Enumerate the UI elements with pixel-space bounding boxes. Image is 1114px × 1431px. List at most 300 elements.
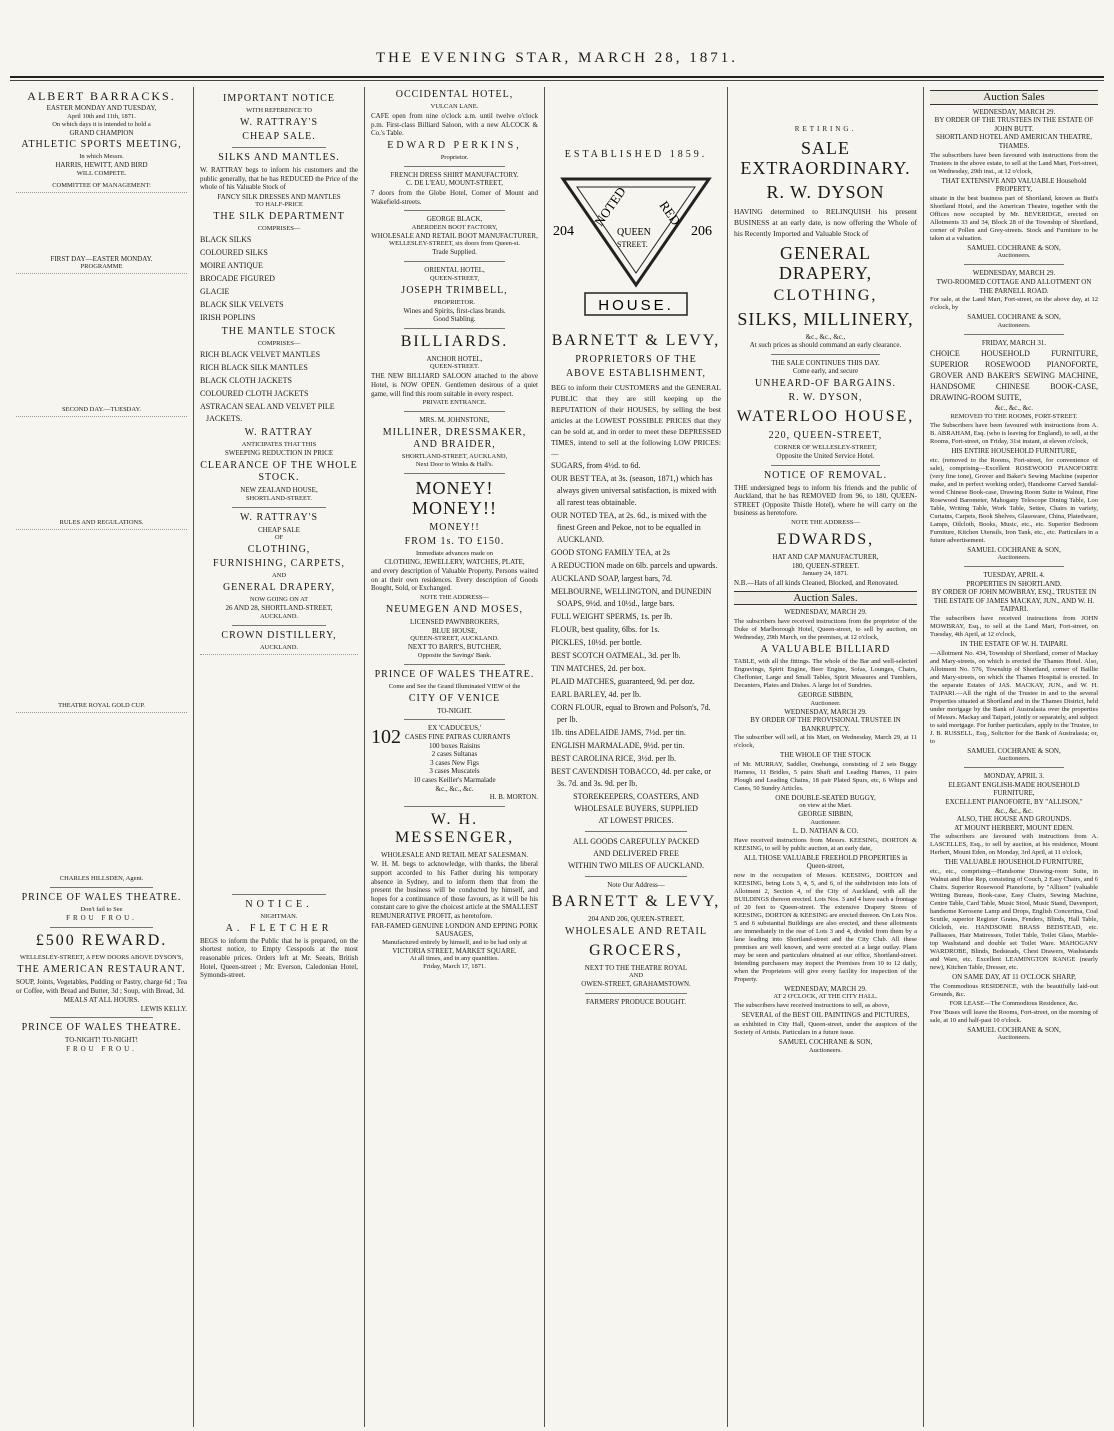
- tonight: TO-NIGHT! TO-NIGHT!: [65, 1036, 138, 1045]
- city-body: The subscribers have received instructions to sell, as above,: [734, 1002, 890, 1010]
- auction-sales-band-2: Auction Sales: [930, 90, 1098, 105]
- manufactured: Manufactured entirely by himself, and to be had only at: [382, 938, 527, 946]
- price-item: PICKLES, 10½d. per bottle.: [551, 637, 642, 647]
- crown-distillery: CROWN DISTILLERY,: [221, 629, 337, 641]
- american-restaurant: THE AMERICAN RESTAURANT.: [17, 963, 186, 975]
- divider: [404, 473, 504, 474]
- important-notice-title: IMPORTANT NOTICE: [223, 93, 335, 104]
- shortland-street: SHORTLAND-STREET.: [245, 494, 313, 502]
- opposite-savings: Opposite the Savings' Bank.: [417, 651, 492, 659]
- frou-frou-2: FROU FROU.: [66, 1044, 137, 1053]
- reward-wellesley: WELLESLEY-STREET, A FEW DOORS ABOVE DYSON'S,: [19, 953, 184, 961]
- price-item: A REDUCTION made on 6lb. parcels and upwards.: [551, 560, 718, 570]
- edwards-note: NOTE THE ADDRESS—: [791, 518, 860, 526]
- price-item: EARL BARLEY, 4d. per lb.: [551, 689, 641, 699]
- cochrane-3: SAMUEL COCHRANE & SON,: [967, 545, 1061, 554]
- silk-item: BROCADE FIGURED: [200, 274, 275, 284]
- second-day-heading: SECOND DAY.—TUESDAY.: [62, 406, 141, 414]
- ex-caduceus: EX 'CADUCEUS,': [427, 724, 482, 733]
- edward-perkins: EDWARD PERKINS,: [387, 139, 522, 151]
- now-going-on: NOW GOING ON AT: [249, 596, 309, 604]
- column-2: [193, 87, 364, 1427]
- notice-removal: NOTICE OF REMOVAL.: [763, 469, 888, 481]
- first-day-heading: FIRST DAY—EASTER MONDAY.: [50, 254, 153, 263]
- good-stabling: Good Stabling.: [433, 315, 476, 324]
- milliner: MILLINER, DRESSMAKER, AND BRAIDER,: [382, 426, 527, 450]
- restaurant-menu: SOUP, Joints, Vegetables, Pudding or Pastry, charge 6d ; Tea or Coffee, with Bread and Butter, 3d ; Soup, with Bread, 3d.: [16, 977, 187, 995]
- mount-herbert: AT MOUNT HERBERT, MOUNT EDEN.: [954, 823, 1074, 832]
- divider: [232, 894, 327, 895]
- blue-house: BLUE HOUSE,: [431, 626, 478, 635]
- de-leau-body: 7 doors from the Globe Hotel, Corner of Mount and Wakefield-streets.: [371, 188, 538, 206]
- valuable-body: etc., etc., comprising—Handsome Drawing-room Suite, in Walnut and Blue Rep, consisting of Couch, 2 Easy Chairs, and 6 Chairs. Superior Rosewood Pianoforte, by "Allison" (valuable Writing Bureau, Book-case, Easy Chairs, Sewing Machine, Centre Table, Card Table, Music Stool, Music Stand, Davenport, handsome Kerosene Lamp and Drops, English Concertina, Coal Scuttle, superior Register Grates, Fenders, Blinds, Hall Table, Oilcloth, etc. HANDSOME BRASS BEDSTEAD, etc. Palliasses, Hair Mattresses, Toilet Table, Toilet Glass, Marble-top Washstand and double set Toilet Ware. MAHOGANY WARDROBE, Blinds, Bedsteads, Chest Drawers, Washstands and Ware, etc. Excellent LEAMINGTON RANGE (nearly new), Kitchen Table, Dresser, etc.: [930, 868, 1099, 971]
- fletcher-body: BEGS to inform the Public that he is prepared, on the shortest notice, to Empty Cesspools at the most reasonable prices. Orders left at Mr. Seeats, British Hotel, Queen-street ; Mr. Everson, Caledonian Hotel, Symonds-street.: [200, 936, 358, 980]
- cafe-body: CAFE open from nine o'clock a.m. until twelve o'clock p.m. First-class Billiard Saloon, with a new ALCOCK & Co.'s Table.: [371, 112, 538, 138]
- money-title: MONEY! MONEY!!: [412, 477, 497, 518]
- above-establishment: ABOVE ESTABLISHMENT,: [565, 367, 707, 379]
- cheap-sale-2: CHEAP SALE: [258, 525, 300, 534]
- freehold-body: now in the occupation of Messrs. KEESING, DORTON and KEESING, being Lots 3, 4, 5, and 6, of the subdivision into lots of Allotment 2, Section 4, of the City of Auckland, with all the BUILDINGS thereon erected. Lots Nos. 3 and 4 have each a frontage of 20 feet to Queen-street. The extensive Drapery Stores of KEESING, DORTON & KEESING are erected thereon. On Lots Nos. 5 and 6 substantial Buildings are also erected, and these allotments are immediately in the rear of Lots 3 and 4, divided from them by a lane leading into Shortland-street and the City Club. All these premises are well known, and were erected at a large outlay. Plans may be seen and particulars obtained at our office, Shortland-street. Intending purchasers may inspect the Premises from 10 to 12 daily, when the Proprietors will give every facility for inspection of the Property.: [734, 871, 917, 983]
- wed29-a: WEDNESDAY, MARCH 29.: [784, 608, 867, 617]
- frou-frou: FROU FROU.: [66, 914, 137, 923]
- excellent-piano: EXCELLENT PIANOFORTE, BY "ALLISON,": [945, 798, 1083, 807]
- divider: [771, 465, 881, 466]
- nz-house: NEW ZEALAND HOUSE,: [240, 485, 318, 494]
- same-day: ON SAME DAY, AT 11 O'CLOCK SHARP,: [952, 973, 1076, 981]
- columns: [10, 87, 1104, 1427]
- city-of-venice: CITY OF VENICE: [408, 692, 501, 704]
- oriental-hotel: ORIENTAL HOTEL,: [424, 265, 485, 274]
- and-2: AND: [628, 972, 644, 980]
- silk-items-list: [200, 234, 358, 324]
- mantle-items-list: [200, 349, 358, 425]
- cargo-item: 3 cases New Figs: [430, 758, 479, 767]
- lowest-prices: AT LOWEST PRICES.: [598, 815, 674, 825]
- edwards-jan: January 24, 1871.: [802, 570, 849, 578]
- mantle-item: RICH BLACK SILK MANTLES: [200, 363, 308, 373]
- silks-mantles: SILKS AND MANTLES.: [218, 152, 340, 163]
- dyson-opposite: Opposite the United Service Hotel.: [776, 451, 875, 460]
- divider: [50, 887, 153, 888]
- mantle-comprises: COMPRISES—: [257, 340, 301, 348]
- elegant-furniture: ELEGANT ENGLISH-MADE HOUSEHOLD FURNITURE,: [948, 780, 1080, 798]
- divider: [964, 334, 1065, 335]
- money-title-2: MONEY!!: [429, 521, 480, 533]
- private-entrance: PRIVATE ENTRANCE.: [422, 399, 487, 407]
- victoria-street: VICTORIA STREET, MARKET SQUARE.: [392, 946, 517, 955]
- pawn-queen: QUEEN-STREET, AUCKLAND.: [410, 635, 499, 643]
- price-item: BEST SCOTCH OATMEAL, 3d. per lb.: [551, 650, 681, 660]
- noted-red-house-logo: [551, 165, 721, 328]
- whole-stock: THE WHOLE OF THE STOCK: [780, 751, 871, 760]
- auckland-label: AUCKLAND.: [259, 612, 299, 620]
- licensed-pawnbrokers: LICENSED PAWNBROKERS,: [409, 618, 500, 627]
- dyson-address: 220, QUEEN-STREET,: [768, 429, 883, 441]
- gold-cup-heading: THEATRE ROYAL GOLD CUP.: [58, 702, 145, 710]
- column-4: [544, 87, 727, 1427]
- cargo-list: [371, 742, 538, 785]
- sibbin-2-role: Auctioneer.: [810, 819, 841, 827]
- clothing: CLOTHING,: [247, 544, 311, 556]
- column-5: [727, 87, 923, 1427]
- important-notice-sub: WITH REFERENCE TO: [246, 107, 312, 114]
- cargo-item: 3 cases Muscatels: [429, 767, 480, 776]
- boot-wellesley: WELLESLEY-STREET, six doors from Queen-st.: [389, 240, 520, 248]
- cochrane-2: SAMUEL COCHRANE & SON,: [967, 313, 1061, 322]
- divider: [232, 507, 327, 508]
- price-item: TIN MATCHES, 2d. per box.: [551, 663, 646, 673]
- barnett-levy-2: BARNETT & LEVY,: [551, 893, 721, 911]
- proprietors-of: PROPRIETORS OF THE: [575, 353, 697, 365]
- removed-rooms: REMOVED TO THE ROOMS, FORT-STREET.: [950, 412, 1078, 420]
- wholesale-retail: WHOLESALE AND RETAIL: [565, 925, 707, 937]
- freehold: ALL THOSE VALUABLE FREEHOLD PROPERTIES in Queen-street,: [743, 853, 908, 871]
- divider: [404, 411, 504, 412]
- divider: [964, 566, 1065, 567]
- hb-morton: H. B. MORTON.: [489, 793, 538, 802]
- price-item: OUR BEST TEA, at 3s. (season, 1871,) which has always given universal satisfaction, is mixed with all rarest teas obtainable.: [551, 473, 717, 507]
- wed29-a-body: The subscribers have received instructions from the proprietor of the Duke of Marlborough Hotel, Queen-street, to sell by auction, on Wednesday, 29th March, on the premises, at 12 o'clock,: [734, 617, 917, 641]
- cochrane-1: SAMUEL COCHRANE & SON,: [967, 243, 1061, 252]
- mon-3: MONDAY, APRIL 3.: [983, 772, 1045, 781]
- divider: [771, 354, 881, 355]
- trade-supplied: Trade Supplied.: [432, 248, 477, 257]
- silk-department: THE SILK DEPARTMENT: [213, 211, 345, 223]
- shortland-hotel: SHORTLAND HOTEL AND AMERICAN THEATRE, THAMES.: [935, 133, 1093, 150]
- tri-noted: NOTED: [591, 184, 629, 229]
- divider: [404, 328, 504, 329]
- dyson-body: HAVING determined to RELINQUISH his present BUSINESS at an early date, is now offering the Whole of his Recently Imported and Valuable Stock of: [734, 206, 917, 238]
- tri-street: STREET.: [617, 240, 648, 249]
- props-shortland: PROPERTIES IN SHORTLAND.: [966, 579, 1062, 588]
- divider: [404, 806, 504, 807]
- notice-heading: NOTICE.: [245, 898, 313, 910]
- price-list: [551, 460, 721, 790]
- cochrane-col5-role: Auctioneers.: [808, 1046, 843, 1054]
- cochrane-5-role: Auctioneers.: [997, 1034, 1031, 1042]
- prince-theatre-title-2: PRINCE OF WALES THEATRE.: [21, 1022, 182, 1034]
- billiards-title: BILLIARDS.: [400, 332, 509, 350]
- delivered-free: AND DELIVERED FREE: [593, 848, 679, 858]
- george-black: GEORGE BLACK,: [426, 215, 483, 224]
- house-grounds: ALSO, THE HOUSE AND GROUNDS.: [956, 815, 1072, 824]
- divider: [964, 767, 1065, 768]
- immediate-advances: Immediate advances made on: [415, 549, 494, 557]
- silk-comprises: COMPRISES—: [257, 225, 301, 233]
- mantle-stock: THE MANTLE STOCK: [221, 326, 337, 338]
- storekeepers: STOREKEEPERS, COASTERS, AND: [573, 791, 699, 801]
- price-item: FULL WEIGHT SPERMS, 1s. per lb.: [551, 611, 673, 621]
- sibbin-1: GEORGE SIBBIN,: [798, 690, 853, 699]
- johnstone-next: Next Door to Winks & Hall's.: [415, 460, 494, 468]
- divider: [232, 147, 327, 148]
- albert-barracks-title: ALBERT BARRACKS.: [27, 89, 176, 103]
- cargo-item: 100 boxes Raisins: [429, 741, 480, 750]
- come-and-see: Come and See the Grand Illuminated VIEW of the: [388, 682, 521, 690]
- to-half-price: TO HALF-PRICE: [255, 201, 303, 209]
- albert-sub2: April 10th and 11th, 1871.: [67, 112, 136, 120]
- shortland-hotel-body: The subscribers have been favoured with instructions from the Trustees in the above estate, to sell at the Land Mart, Fort-street, on Wednesday, 29th inst., at 12 o'clock,: [930, 151, 1098, 175]
- price-item: OUR NOTED TEA, at 2s. 6d., is mixed with the finest Green and Pekoe, not to be equalled in AUCKLAND.: [551, 510, 707, 544]
- for-lease: FOR LEASE—The Commodious Residence, &c.: [949, 999, 1079, 1007]
- price-item: BEST CAROLINA RICE, 3½d. per lb.: [551, 753, 676, 763]
- divider: [404, 166, 504, 167]
- cochrane-col5: SAMUEL COCHRANE & SON,: [778, 1038, 873, 1047]
- next-to-barrs: NEXT TO BARR'S, BUTCHER,: [407, 643, 502, 652]
- gold-cup-block: [16, 712, 187, 873]
- valuable-furniture: THE VALUABLE HOUSEHOLD FURNITURE,: [944, 858, 1084, 867]
- silk-item: COLOURED SILKS: [200, 248, 268, 258]
- next-theatre: NEXT TO THE THEATRE ROYAL: [584, 963, 688, 972]
- rules-heading: RULES AND REGULATIONS.: [59, 519, 144, 527]
- pawn-note: NOTE THE ADDRESS—: [420, 594, 489, 602]
- auction-sales-band: Auction Sales.: [734, 591, 917, 606]
- rw-dyson-2: R. W. DYSON,: [788, 391, 863, 403]
- established-1859: ESTABLISHED 1859.: [564, 149, 708, 160]
- triangle-logo: [551, 165, 721, 325]
- dyson-corner: CORNER OF WELLESLEY-STREET,: [774, 443, 877, 451]
- divider: [404, 210, 504, 211]
- barnett-levy: BARNETT & LEVY,: [551, 331, 721, 349]
- wines-spirits: Wines and Spirits, first-class brands.: [403, 306, 506, 315]
- sale-extraordinary: SALE EXTRAORDINARY.: [740, 137, 911, 178]
- double-buggy: ONE DOUBLE-SEATED BUGGY,: [775, 793, 876, 802]
- nathan-body: Have received instructions from Messrs. KEESING, DORTON & KEESING, to sell by public auction, at an early date,: [734, 836, 917, 852]
- boot-wholesale: WHOLESALE AND RETAIL BOOT MANUFACTURER,: [371, 231, 538, 240]
- meals-hours: MEALS AT ALL HOURS.: [63, 996, 140, 1005]
- silk-item: IRISH POPLINS: [200, 313, 256, 323]
- price-item: 1lb. tins ADELAIDE JAMS, 7½d. per tin.: [551, 727, 686, 737]
- column-1: [10, 87, 193, 1427]
- cottage-body: For sale, at the Land Mart, Fort-street, on the above day, at 12 o'clock, by: [930, 296, 1098, 312]
- hat-cap: HAT AND CAP MANUFACTURER,: [772, 552, 879, 561]
- johnstone-shortland: SHORTLAND-STREET, AUCKLAND,: [401, 452, 508, 460]
- messenger-body: W. H. M. begs to acknowledge, with thanks, the liberal support accorded to his Father during his temporary absence in Sydney, and to inform them that from the present the business will be conducted by himself, and hopes for a continuance of those favours, as it will be his constant care to give the choicest article at the SMALLEST REMUNERATIVE PROFIT, as heretofore.: [371, 860, 538, 920]
- albert-lead: On which days it is intended to hold a: [52, 120, 151, 128]
- mrs-johnstone: MRS. M. JOHNSTONE,: [419, 416, 490, 425]
- pawn-body: and every description of Valuable Property. Persons waited on at their own residences. Every description of Goods Bought, Sold, or Exchanged.: [371, 567, 538, 593]
- price-item: AUCKLAND SOAP, largest bars, 7d.: [551, 573, 672, 583]
- divider: [404, 719, 504, 720]
- wholesale-buyers: WHOLESALE BUYERS, SUPPLIED: [574, 803, 698, 813]
- lewis-kelly: LEWIS KELLY.: [140, 1004, 187, 1013]
- anchor-queen: QUEEN-STREET.: [429, 363, 480, 371]
- on-view: on view at the Mart.: [799, 802, 852, 810]
- wed29-c: WEDNESDAY, MARCH 29.: [784, 984, 867, 993]
- and-label: AND: [271, 572, 287, 580]
- tri-red: RED: [656, 198, 684, 229]
- silks-millinery: SILKS, MILLINERY,: [737, 308, 914, 329]
- anchor-hotel: ANCHOR HOTEL,: [426, 354, 483, 363]
- cochrane-4: SAMUEL COCHRANE & SON,: [967, 746, 1061, 755]
- wed-2: WEDNESDAY, MARCH 29.: [972, 269, 1056, 278]
- come-early: Come early, and secure: [792, 367, 859, 376]
- spacer: [734, 87, 917, 125]
- divider: [50, 1017, 153, 1018]
- paintings-body: as exhibited in City Hall, Queen-street, under the auspices of the Society of Artists. Particulars in a future issue.: [734, 1021, 917, 1037]
- spacer: [551, 87, 721, 147]
- number-left: 204: [553, 224, 574, 239]
- price-item: GOOD STONG FAMILY TEA, at 2s: [551, 547, 670, 557]
- grocers: GROCERS,: [589, 941, 683, 959]
- john-butt-order: BY ORDER OF THE TRUSTEES IN THE ESTATE OF JOHN BUTT.: [934, 116, 1094, 133]
- reward-title: £500 REWARD.: [35, 931, 168, 949]
- barnett-body: BEG to inform their CUSTOMERS and the GENERAL PUBLIC that they are still keeping up the REPUTATION of their HOUSES, by selling the best articles at the LOWEST POSSIBLE PRICES that they can be sold at, and in order to meet these DEPRESSED TIMES, intend to sell at the following LOW PRICES:—: [551, 382, 721, 458]
- number-right: 206: [691, 224, 712, 239]
- clothing-2: CLOTHING,: [773, 286, 878, 304]
- divider: [585, 831, 687, 832]
- silk-item: BLACK SILK VELVETS: [200, 300, 284, 310]
- cargo-item: 10 cases Keiller's Marmalade: [413, 776, 496, 784]
- sibbin-1-role: Auctioneer.: [810, 699, 841, 707]
- farmers-produce: FARMERS' PRODUCE BOUGHT.: [586, 997, 686, 1006]
- cochrane-4-role: Auctioneers.: [997, 755, 1031, 763]
- city-hall: AT 2 O'CLOCK, AT THE CITY HALL.: [773, 993, 878, 1001]
- column-3: [364, 87, 544, 1427]
- rattray-name-3: W. RATTRAY'S: [239, 511, 319, 523]
- friday-date: Friday, March 17, 1871.: [423, 963, 486, 971]
- rules-block: [16, 529, 187, 700]
- his-body: etc. (removed to the Rooms, Fort-street, for convenience of sale), comprising—Excellent ROSEWOOD PIANOFORTE (very fine tone), Grover and Baker's Sewing Machine (superior make, and in perfect working order), Handsome Carved Sandal-wood Chinese Book-case, Drawing Room Suite in Walnut, Fine Rosewood Barometer, Mahogany Telescope Dining Table, Loo Table, Writing Table, Work Table, Settee, Chairs in variety, Curtains, Carpets, Book Shelves, Glassware, China, Platedware, Lamps, Oilcloth, Books, Music, etc., etc. Superior Bedroom Furniture, Kitchen Utensils, Iron Tank, etc., etc. Particulars in a future advertisement.: [930, 456, 1098, 544]
- mon-etc: &c., &c., &c.: [995, 806, 1033, 815]
- currants: CASES FINE PATRAS CURRANTS: [405, 733, 511, 742]
- rw-dyson: R. W. DYSON: [766, 181, 885, 202]
- same-body: The Commodious RESIDENCE, with the beautifully laid-out Grounds, &c.: [930, 982, 1098, 998]
- wed29-b: WEDNESDAY, MARCH 29.: [784, 707, 867, 716]
- billiard-table: A VALUABLE BILLIARD: [760, 643, 891, 655]
- tri-house: HOUSE.: [598, 297, 674, 314]
- divider: [964, 264, 1065, 265]
- prince-theatre-title: PRINCE OF WALES THEATRE.: [21, 892, 182, 904]
- extensive-body: situate in the best business part of Shortland, known as Butt's Shortland Hotel, and the American Theatre, together with the Offices now occupied by Mr. BEVERIDGE, erected on Allotments 33 and 34, Block 28 of the Township of Shortland, corner of Pollen and Grey-streets. Stock and Furniture to be taken at a valuation.: [930, 194, 1098, 242]
- fancy-silk: FANCY SILK DRESSES AND MANTLES: [217, 192, 341, 201]
- edwards-nb: N.B.—Hats of all kinds Cleaned, Blocked, and Renovated.: [734, 579, 899, 588]
- french-shirt: FRENCH DRESS SHIRT MANUFACTORY.: [390, 170, 519, 179]
- choice-furniture: CHOICE HOUSEHOLD FURNITURE, SUPERIOR ROSEWOOD PIANOFORTE, GROVER AND BAKER'S SEWING MACHINE, HANDSOME CHINESE BOOK-CASE, DRAWING-ROOM SUITE,: [930, 349, 1098, 403]
- joseph-trimbell: JOSEPH TRIMBELL,: [401, 284, 508, 296]
- his-entire: HIS ENTIRE HOUSEHOLD FURNITURE,: [951, 446, 1077, 455]
- taipari-body: —Allotment No. 434, Township of Shortland, corner of Mackay and Mary-streets, on which is erected the Thames Hotel. Also, Allotment No. 576, Township of Shortland, corner of Baillie and Mary-streets, on which the Thames Hospital is erected. In the separate Estates of JAS. MACKAY, JUN., and W. H. TAIPARI.—All the right of the Trustee in and to the several Properties situated at Shortland and in the Thames District, held under mortgage by the Bank of Australasia over the properties of Messrs. Mackay and Taipari, jointly or separately, and subject to said mortgage. For further particulars, apply to the Trustee, to J. B. RUSSELL, Esq., Solicitor for the Bank of Australasia; or, to: [930, 649, 1098, 745]
- cases-count: 102: [371, 726, 401, 749]
- vulcan-lane: VULCAN LANE.: [430, 103, 479, 110]
- provisional-body: The subscriber will sell, at his Mart, on Wednesday, March 29, at 11 o'clock,: [734, 734, 917, 750]
- extensive-property: THAT EXTENSIVE AND VALUABLE Household PROPERTY,: [941, 176, 1087, 194]
- mantle-item: BLACK CLOTH JACKETS: [200, 376, 293, 386]
- waterloo-house: WATERLOO HOUSE,: [736, 407, 915, 425]
- mowbray-order: BY ORDER OF JOHN MOWBRAY, ESQ., TRUSTEE IN THE ESTATE OF JAMES MACKAY, JUN., AND W. H. TAIPARI.: [931, 588, 1097, 614]
- aberdeen-boot: ABERDEEN BOOT FACTORY,: [411, 223, 498, 231]
- oil-paintings: SEVERAL of the BEST OIL PAINTINGS and PICTURES,: [741, 1011, 910, 1020]
- dyson-etc: &c., &c., &c.,: [805, 332, 846, 341]
- free-buses: Free 'Buses will leave the Rooms, Fort-street, on the morning of sale, at 10 and half-past 10 o'clock.: [930, 1008, 1098, 1024]
- mantle-item: ASTRACAN SEAL AND VELVET PILE JACKETS.: [200, 402, 335, 424]
- rattray-name-2: W. RATTRAY: [244, 427, 314, 439]
- saloon-body: THE NEW BILLIARD SALOON attached to the above Hotel, is NOW OPEN. Gentlemen desirous of a quiet game, will find this room suitable in every respect.: [371, 372, 538, 398]
- stock-body: of Mr. MURRAY, Saddler, Onehunga, consisting of 2 sets Buggy Harness, 11 Bridles, 5 pairs Shaft and Leading Hames, 11 pairs Plough and Leading Chains, 18 pair Plated Spurs, etc, 6 Whips and Canes, 50 Sundry Articles.: [734, 760, 917, 792]
- trimbell-proprietor: PROPRIETOR.: [433, 298, 476, 306]
- edwards: EDWARDS,: [776, 530, 875, 548]
- such-prices: At such prices as should command an early clearance.: [749, 341, 902, 350]
- masthead: THE EVENING STAR, MARCH 28, 1871.: [376, 50, 738, 66]
- within-two-miles: WITHIN TWO MILES OF AUCKLAND.: [567, 860, 705, 870]
- albert-sub1: EASTER MONDAY AND TUESDAY,: [46, 104, 157, 112]
- fletcher-name: A. FLETCHER: [225, 922, 333, 934]
- of-label: OF: [274, 534, 284, 542]
- albert-which: In which Messrs.: [79, 153, 124, 161]
- first-day-events-block: [16, 273, 187, 404]
- general-drapery: GENERAL DRAPERY,: [222, 582, 336, 594]
- silk-item: GLACIE: [200, 287, 230, 297]
- sweeping: SWEEPING REDUCTION IN PRICE: [224, 449, 334, 458]
- de-leau: C. DE L'EAU, MOUNT-STREET,: [406, 179, 503, 188]
- billiard-body: TABLE, with all the fittings. The whole of the Bar and well-selected Engravings, Spirit Engine, Beer Engine, Sofas, Lounges, Chairs, Cheffonier, Large and Small Tables, Spirit Measures and Tumblers, Decanters, Plates and Dishes. A large lot of Sundries.: [734, 657, 917, 689]
- agent-signature: CHARLES HILLSDEN, Agent.: [59, 875, 144, 883]
- masthead-rule: [10, 76, 1104, 78]
- committee-heading: COMMITTEE OF MANAGEMENT:: [52, 181, 151, 189]
- provisional-trustee: BY ORDER OF THE PROVISIONAL TRUSTEE IN BANKRUPTCY.: [750, 716, 901, 733]
- cochrane-3-role: Auctioneers.: [997, 554, 1031, 562]
- cottage: TWO-ROOMED COTTAGE AND ALLOTMENT ON THE PARNELL ROAD.: [936, 277, 1092, 295]
- money-from: FROM 1s. TO £150.: [404, 535, 505, 547]
- favoured-body: The Subscribers have been favoured with instructions from A. B. ABRAHAM, Esq. (who is leaving for England), to sell, at the Rooms, Fort-street, on Friday, 31st instant, at eleven o'clock,: [930, 421, 1098, 445]
- neumegen-moses: NEUMEGEN AND MOSES,: [385, 604, 524, 616]
- divider: [585, 876, 687, 877]
- price-item: PLAID MATCHES, guaranteed, 9d. per doz.: [551, 676, 695, 686]
- column-6: [923, 87, 1104, 1427]
- nightman: NIGHTMAN.: [260, 912, 298, 920]
- cochrane-5: SAMUEL COCHRANE & SON,: [967, 1025, 1061, 1034]
- meat-salesman: WHOLESALE AND RETAIL MEAT SALESMAN.: [380, 850, 529, 859]
- unheard-bargains: UNHEARD-OF BARGAINS.: [754, 377, 897, 389]
- sibbin-2: GEORGE SIBBIN,: [798, 810, 853, 819]
- retiring: RETIRING.: [794, 125, 857, 133]
- note-address: Note Our Address—: [607, 880, 665, 889]
- occidental-hotel: OCCIDENTAL HOTEL,: [395, 89, 514, 100]
- rattray-cheap-sale: CHEAP SALE.: [242, 131, 316, 142]
- oriental-queen: QUEEN-STREET,: [429, 274, 480, 282]
- second-day-events-block: [16, 416, 187, 517]
- cargo-etc: &c., &c., &c.: [435, 784, 474, 793]
- sale-continues: THE SALE CONTINUES THIS DAY.: [771, 358, 880, 367]
- removal-body: THE undersigned begs to inform his friends and the public of Auckland, that he has REMOVED from 96, to 180, QUEEN-STREET (Opposite Thistle Hotel), where he will carry on the business as heretofore.: [734, 483, 917, 518]
- general-drapery-2: GENERAL DRAPERY,: [778, 242, 873, 283]
- crown-city: AUCKLAND.: [259, 643, 299, 651]
- goods-packed: ALL GOODS CAREFULLY PACKED: [572, 836, 700, 846]
- price-item: FLOUR, best quality, 6lbs. for 1s.: [551, 624, 660, 634]
- rattray-body: W. RATTRAY begs to inform his customers and the public generally, that he has REDUCED the Price of the whole of his Valuable Stock of: [200, 166, 358, 192]
- anticipates: ANTICIPATES THAT THIS: [241, 441, 317, 449]
- price-item: ENGLISH MARMALADE, 9½d. per tin.: [551, 740, 685, 750]
- albert-compete: WILL COMPETE.: [76, 169, 127, 177]
- albert-meeting2: ATHLETIC SPORTS MEETING,: [21, 139, 182, 151]
- ld-nathan: L. D. NATHAN & CO.: [792, 827, 859, 836]
- wed-1: WEDNESDAY, MARCH 29.: [972, 107, 1056, 116]
- fri-31: FRIDAY, MARCH 31.: [981, 338, 1047, 347]
- cochrane-2-role: Auctioneers.: [997, 321, 1031, 329]
- price-item: MELBOURNE, WELLINGTON, and DUNEDIN SOAPS, 9½d. and 10½d., large bars.: [551, 586, 712, 608]
- choice-etc: &c., &c., &c.: [995, 404, 1033, 413]
- price-item: BEST CAVENDISH TOBACCO, 4d. per cake, or 3s. 7d. and 3s. 9d. per lb.: [551, 766, 712, 788]
- barnett-address: 204 AND 206, QUEEN-STREET,: [588, 915, 684, 924]
- divider: [404, 261, 504, 262]
- clearance: CLEARANCE OF THE WHOLE STOCK.: [200, 459, 358, 483]
- programme-heading: PROGRAMME: [80, 263, 123, 271]
- perkins-proprietor: Proprietor.: [440, 153, 469, 161]
- masthead-rule-thin: [10, 80, 1104, 81]
- tue-4: TUESDAY, APRIL 4.: [983, 571, 1045, 580]
- shortland-address: 26 AND 28, SHORTLAND-STREET,: [225, 604, 333, 613]
- all-times: At all times, and in any quantities.: [409, 955, 500, 963]
